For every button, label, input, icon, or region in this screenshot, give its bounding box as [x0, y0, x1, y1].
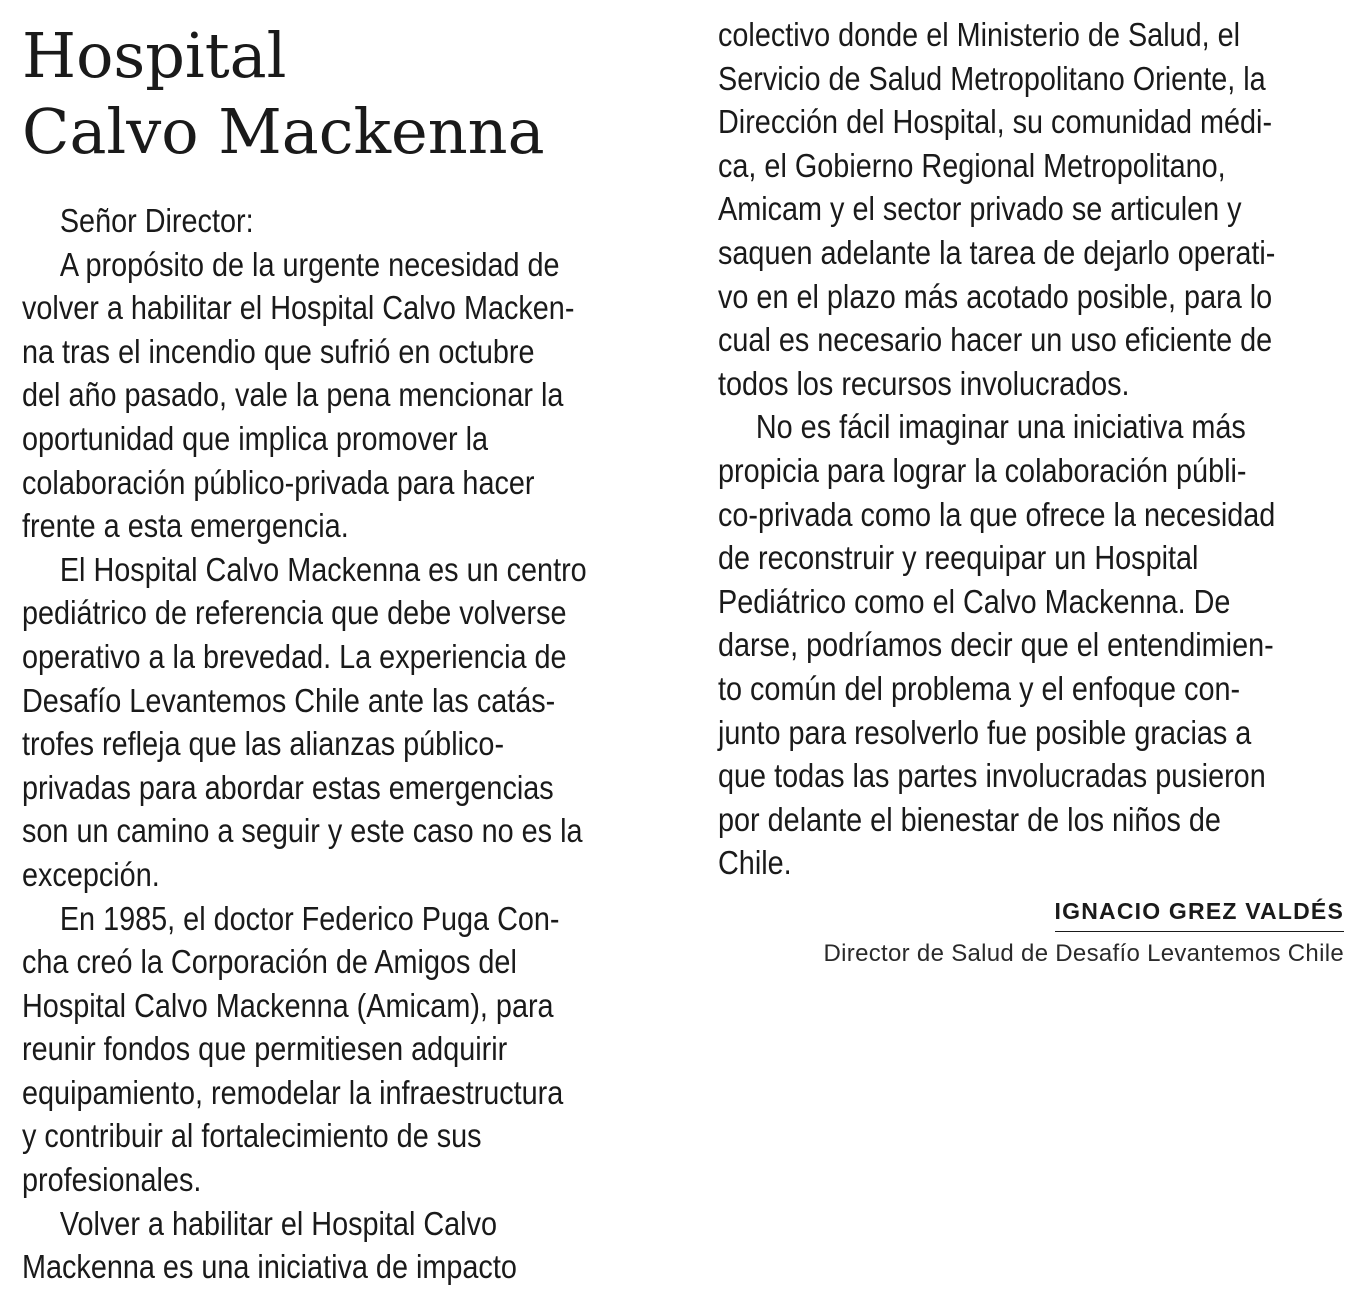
text-line: Amicam y el sector privado se articulen y	[718, 191, 1242, 229]
text-line: Señor Director:	[59, 203, 254, 240]
text-line: del año pasado, vale la pena mencionar la	[22, 377, 564, 415]
text-line: na tras el incendio que sufrió en octubre	[22, 333, 535, 371]
text-line: excepción.	[22, 856, 160, 894]
text-line: darse, podríamos decir que el entendimien-	[718, 627, 1274, 665]
text-line: vo en el plazo más acotado posible, para lo	[718, 278, 1273, 316]
text-line: Desafío Levantemos Chile ante las catás-	[22, 682, 556, 720]
text-line: ca, el Gobierno Regional Metropolitano,	[718, 147, 1226, 185]
author-name: IGNACIO GREZ VALDÉS	[1055, 898, 1344, 932]
text-line: to común del problema y el enfoque con-	[718, 670, 1241, 708]
text-line: equipamiento, remodelar la infraestructura	[22, 1074, 564, 1112]
text-line: de reconstruir y reequipar un Hospital	[718, 540, 1199, 578]
text-line: El Hospital Calvo Mackenna es un centro	[59, 551, 587, 589]
text-line: operativo a la brevedad. La experiencia de	[22, 638, 567, 676]
text-line: cual es necesario hacer un uso eficiente de	[718, 322, 1273, 360]
text-line: propicia para lograr la colaboración públi-	[718, 452, 1247, 490]
text-line: profesionales.	[22, 1162, 202, 1200]
text-line: todos los recursos involucrados.	[718, 365, 1130, 403]
signature-block	[764, 898, 1344, 968]
text-line: privadas para abordar estas emergencias	[22, 769, 554, 807]
article-title	[22, 18, 662, 170]
text-line: Chile.	[718, 845, 792, 883]
text-line: frente a esta emergencia.	[22, 508, 349, 546]
text-line: Hospital Calvo Mackenna (Amicam), para	[22, 987, 554, 1025]
text-line: reunir fondos que permitiesen adquirir	[22, 1031, 508, 1069]
text-line: Mackenna es una iniciativa de impacto	[22, 1249, 517, 1287]
text-line: Dirección del Hospital, su comunidad médi-	[718, 104, 1273, 142]
text-line: pediátrico de referencia que debe volverse	[22, 595, 567, 633]
text-line: por delante el bienestar de los niños de	[718, 801, 1221, 839]
text-line: A propósito de la urgente necesidad de	[59, 246, 560, 284]
text-line: cha creó la Corporación de Amigos del	[22, 944, 517, 982]
text-line: colaboración público-privada para hacer	[22, 464, 535, 502]
text-line: saquen adelante la tarea de dejarlo operati-	[718, 234, 1276, 272]
text-line: que todas las partes involucradas pusieron	[718, 758, 1266, 796]
text-line: No es fácil imaginar una iniciativa más	[755, 409, 1246, 447]
text-line: Servicio de Salud Metropolitano Oriente, la	[718, 60, 1266, 98]
title-line-1: Hospital	[22, 19, 287, 92]
author-role: Director de Salud de Desafío Levantemos Chile	[823, 940, 1344, 967]
text-line: volver a habilitar el Hospital Calvo Macken-	[22, 290, 575, 328]
text-line: trofes refleja que las alianzas público-	[22, 726, 505, 764]
text-line: y contribuir al fortalecimiento de sus	[22, 1118, 482, 1156]
text-line: junto para resolverlo fue posible gracias a	[718, 714, 1252, 752]
title-line-2: Calvo Mackenna	[22, 95, 545, 168]
text-line: co-privada como la que ofrece la necesidad	[718, 496, 1276, 534]
right-column	[718, 14, 1342, 886]
text-line: En 1985, el doctor Federico Puga Con-	[59, 900, 560, 938]
text-line: Pediátrico como el Calvo Mackenna. De	[718, 583, 1231, 621]
left-column	[22, 200, 641, 1290]
text-line: Volver a habilitar el Hospital Calvo	[59, 1205, 498, 1243]
text-line: colectivo donde el Ministerio de Salud, el	[718, 17, 1241, 54]
text-line: son un camino a seguir y este caso no es la	[22, 813, 583, 851]
text-line: oportunidad que implica promover la	[22, 420, 489, 458]
